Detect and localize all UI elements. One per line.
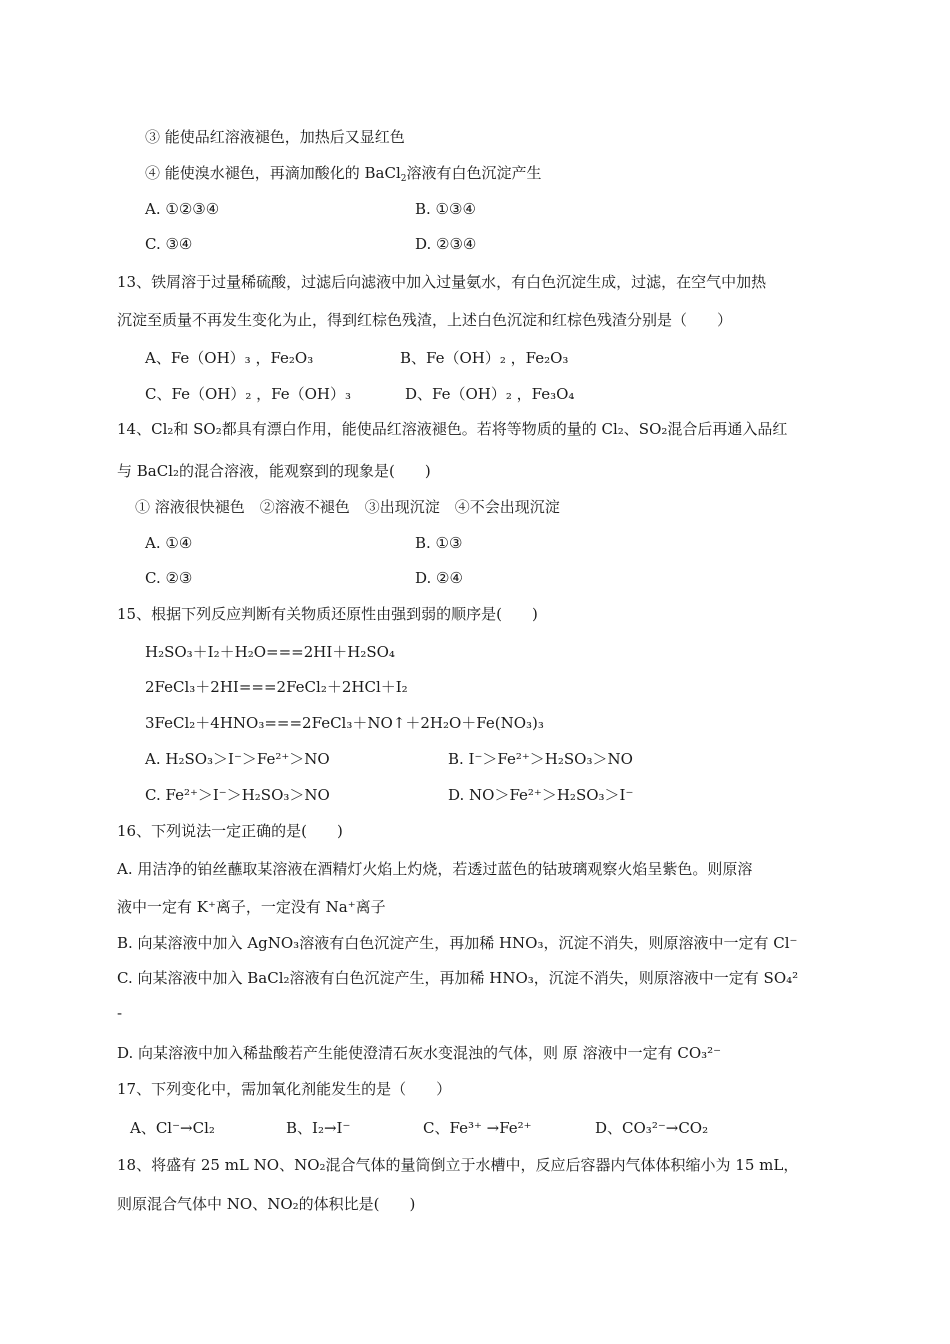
q16-option-c-line-1: C. 向某溶液中加入 BaCl₂溶液有白色沉淀产生，再加稀 HNO₃，沉淀不消失，则原溶液中一定有 SO₄² <box>117 969 799 987</box>
q13-stem-line-1: 13、铁屑溶于过量稀硫酸，过滤后向滤液中加入过量氨水，有白色沉淀生成，过滤，在空气中加热 <box>117 273 767 291</box>
q17-stem: 17、下列变化中，需加氧化剂能发生的是（ ） <box>117 1080 452 1098</box>
q18-stem-line-2: 则原混合气体中 NO、NO₂的体积比是( ) <box>117 1195 416 1213</box>
q14-stem-line-1: 14、Cl₂和 SO₂都具有漂白作用，能使品红溶液褪色。若将等物质的量的 Cl₂、SO₂混合后再通入品红 <box>117 420 788 438</box>
q12-choice-b: B. ①③④ <box>415 200 476 218</box>
q14-statements: ① 溶液很快褪色 ②溶液不褪色 ③出现沉淀 ④不会出现沉淀 <box>135 498 560 516</box>
q13-choice-d: D、Fe（OH）₂ ，Fe₃O₄ <box>405 385 575 403</box>
q17-choice-d: D、CO₃²⁻→CO₂ <box>595 1119 709 1137</box>
q15-choice-b: B. I⁻＞Fe²⁺＞H₂SO₃＞NO <box>448 750 633 768</box>
q16-option-a-line-2: 液中一定有 K⁺离子，一定没有 Na⁺离子 <box>117 898 386 916</box>
q16-option-b: B. 向某溶液中加入 AgNO₃溶液有白色沉淀产生，再加稀 HNO₃，沉淀不消失，则原溶液中一定有 Cl⁻ <box>117 934 798 952</box>
q12-choice-d: D. ②③④ <box>415 235 477 253</box>
q12-option-4 <box>145 163 542 189</box>
q12-choice-c: C. ③④ <box>145 235 193 253</box>
q16-stem: 16、下列说法一定正确的是( ) <box>117 822 343 840</box>
q12-choice-a: A. ①②③④ <box>145 200 220 218</box>
q17-choice-a: A、Cl⁻→Cl₂ <box>130 1119 215 1137</box>
q12-option-4-subscript: 2 <box>400 174 407 184</box>
q13-choice-c: C、Fe（OH）₂ ，Fe（OH）₃ <box>145 385 351 403</box>
q14-choice-b: B. ①③ <box>415 534 463 552</box>
q13-choice-a: A、Fe（OH）₃ ，Fe₂O₃ <box>145 349 314 367</box>
q12-option-4-text-b: 溶液有白色沉淀产生 <box>406 164 542 182</box>
q12-option-4-text-a: ④ 能使溴水褪色，再滴加酸化的 BaCl <box>145 164 401 182</box>
q14-choice-a: A. ①④ <box>145 534 193 552</box>
q15-equation-3: 3FeCl₂＋4HNO₃===2FeCl₃＋NO↑＋2H₂O＋Fe(NO₃)₃ <box>145 714 544 732</box>
q14-choice-d: D. ②④ <box>415 569 463 587</box>
q14-stem-line-2: 与 BaCl₂的混合溶液，能观察到的现象是( ) <box>117 462 431 480</box>
q17-choice-b: B、I₂→I⁻ <box>286 1119 351 1137</box>
q15-equation-2: 2FeCl₃＋2HI===2FeCl₂＋2HCl＋I₂ <box>145 678 408 696</box>
q15-choice-c: C. Fe²⁺＞I⁻＞H₂SO₃＞NO <box>145 786 330 804</box>
q16-option-a-line-1: A. 用洁净的铂丝蘸取某溶液在酒精灯火焰上灼烧，若透过蓝色的钴玻璃观察火焰呈紫色。则原溶 <box>117 860 753 878</box>
q18-stem-line-1: 18、将盛有 25 mL NO、NO₂混合气体的量筒倒立于水槽中，反应后容器内气体体积缩小为 15 mL， <box>117 1156 799 1174</box>
q15-choice-a: A. H₂SO₃＞I⁻＞Fe²⁺＞NO <box>145 750 330 768</box>
q13-choice-b: B、Fe（OH）₂ ，Fe₂O₃ <box>400 349 569 367</box>
q14-choice-c: C. ②③ <box>145 569 193 587</box>
q15-stem: 15、根据下列反应判断有关物质还原性由强到弱的顺序是( ) <box>117 605 538 623</box>
q15-choice-d: D. NO＞Fe²⁺＞H₂SO₃＞I⁻ <box>448 786 634 804</box>
q16-option-c-line-2: - <box>117 1004 123 1022</box>
q17-choice-c: C、Fe³⁺ →Fe²⁺ <box>423 1119 532 1137</box>
q15-equation-1: H₂SO₃＋I₂＋H₂O===2HI＋H₂SO₄ <box>145 643 395 661</box>
q13-stem-line-2: 沉淀至质量不再发生变化为止，得到红棕色残渣，上述白色沉淀和红棕色残渣分别是（ ） <box>117 311 733 329</box>
q16-option-d: D. 向某溶液中加入稀盐酸若产生能使澄清石灰水变混浊的气体，则 原 溶液中一定有 CO₃²⁻ <box>117 1044 722 1062</box>
q12-option-3: ③ 能使品红溶液褪色，加热后又显红色 <box>145 128 405 146</box>
